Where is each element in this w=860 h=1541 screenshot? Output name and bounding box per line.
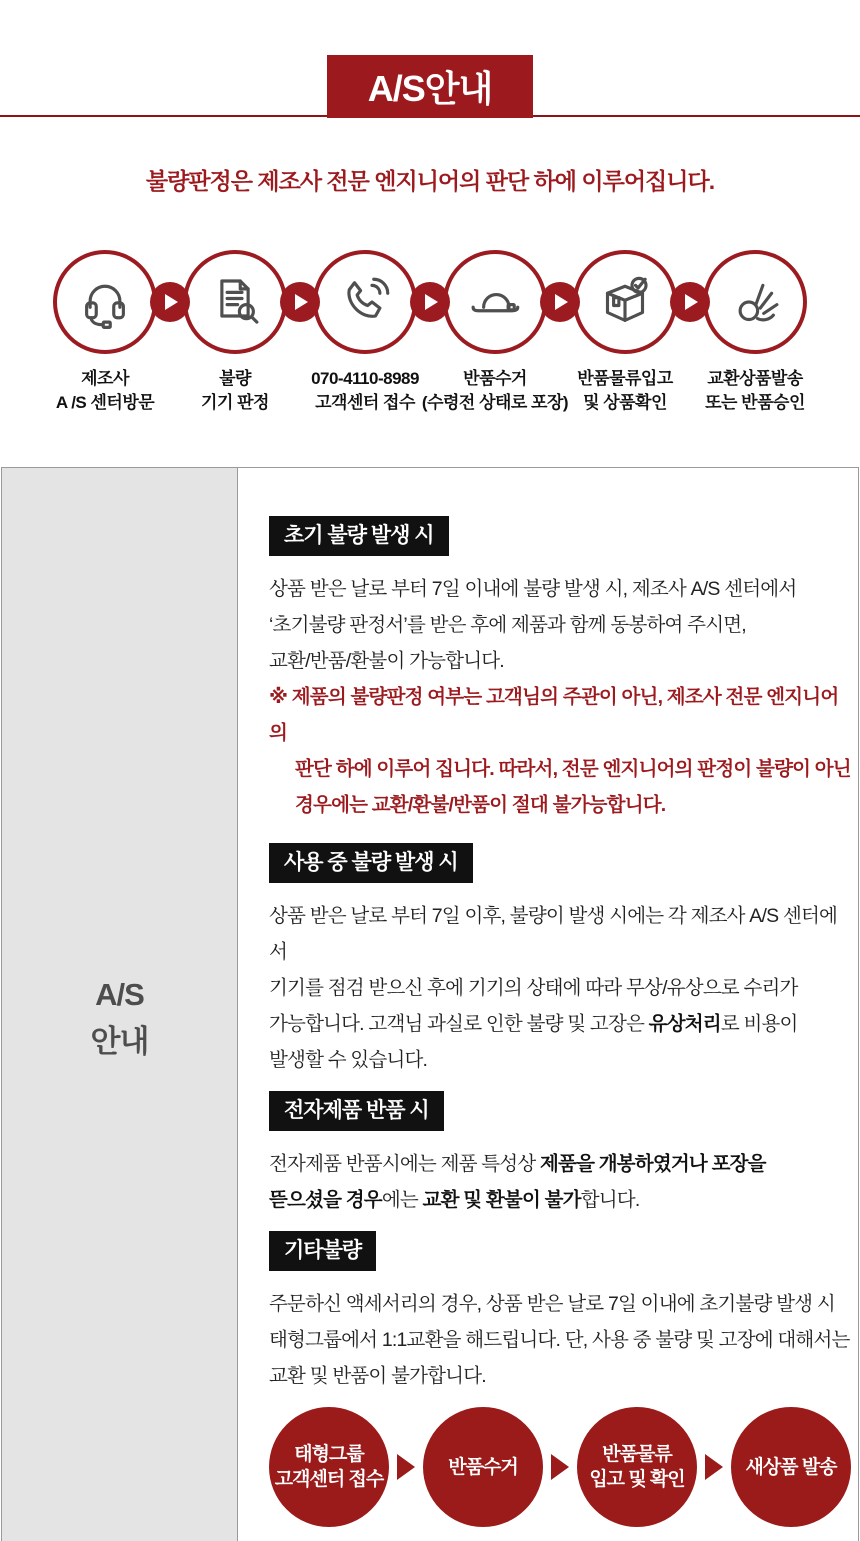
section-body: 상품 받은 날로 부터 7일 이내에 불량 발생 시, 제조사 A/S 센터에서 ‘초기불량 판정서’를 받은 후에 제품과 함께 동봉하여 주시면, 교환/반품/환불이 가능합니다.	[269, 578, 797, 672]
step-circle	[443, 250, 547, 354]
section-heading: 초기 불량 발생 시	[269, 516, 449, 556]
step-label: 반품수거 (수령전 상태로 포장)	[421, 369, 569, 412]
step-circle	[313, 250, 417, 354]
section-heading: 전자제품 반품 시	[269, 1091, 444, 1131]
step-label: 반품물류입고 및 상품확인	[577, 369, 673, 412]
section-body: 주문하신 액세서리의 경우, 상품 받은 날로 7일 이내에 초기불량 발생 시 태형그룹에서 1:1교환을 해드립니다. 단, 사용 중 불량 및 고장에 대해서는 교환 및 반품이 불가합니다.	[269, 1293, 850, 1387]
step-label: 070-4110-8989 고객센터 접수	[311, 369, 419, 412]
ok-hand-icon	[727, 274, 783, 330]
process-step-call-center	[313, 250, 417, 415]
sidebar-as-label: A/S 안내	[2, 468, 238, 1541]
process-step-exchange-ship	[703, 250, 807, 415]
flow-step-new-item-ship: 새상품 발송	[731, 1407, 851, 1527]
process-step-return-pickup	[421, 250, 569, 415]
arrow-right-icon	[705, 1454, 723, 1480]
arrow-right-icon	[280, 282, 320, 322]
section-note: ※ 제품의 불량판정 여부는 고객님의 주관이 아닌, 제조사 전문 엔지니어의 판단 하에 이루어 집니다. 따라서, 전문 엔지니어의 판정이 불량이 아닌 경우에는 교환/환불/반품이 절대 불가능합니다.	[269, 686, 851, 816]
as-process-flow	[0, 250, 860, 415]
flow-step-return-pickup: 반품수거	[423, 1407, 543, 1527]
section-heading: 기타불량	[269, 1231, 376, 1271]
step-circle	[53, 250, 157, 354]
document-search-icon	[207, 274, 263, 330]
headset-icon	[77, 274, 133, 330]
section-initial-defect	[269, 516, 851, 823]
arrow-right-icon	[670, 282, 710, 322]
as-info-box	[1, 467, 859, 1541]
section-other-defects	[269, 1231, 851, 1394]
section-heading: 사용 중 불량 발생 시	[269, 843, 473, 883]
step-circle	[703, 250, 807, 354]
delivery-cap-icon	[467, 274, 523, 330]
step-label: 불량 기기 판정	[201, 369, 269, 412]
step-circle	[183, 250, 287, 354]
section-body: 전자제품 반품시에는 제품 특성상 제품을 개봉하였거나 포장을 뜯으셨을 경우에는 교환 및 환불이 불가합니다.	[269, 1153, 766, 1211]
process-step-defect-judgement	[183, 250, 287, 415]
arrow-right-icon	[150, 282, 190, 322]
flow-step-customer-center: 태형그룹 고객센터 접수	[269, 1407, 389, 1527]
page-subtitle: 불량판정은 제조사 전문 엔지니어의 판단 하에 이루어집니다.	[145, 168, 715, 194]
section-electronics-return	[269, 1091, 851, 1218]
section-defect-in-use	[269, 843, 851, 1078]
arrow-right-icon	[551, 1454, 569, 1480]
step-label: 교환상품발송 또는 반품승인	[705, 369, 805, 412]
flow-step-warehouse-check: 반품물류 입고 및 확인	[577, 1407, 697, 1527]
section-body: 상품 받은 날로 부터 7일 이후, 불량이 발생 시에는 각 제조사 A/S 센터에서 기기를 점검 받으신 후에 기기의 상태에 따라 무상/유상으로 수리가 가능합니다. 고객님 과실로 인한 불량 및 고장은 유상처리로 비용이 발생할 수 있습니다.	[269, 905, 838, 1071]
process-step-warehouse-check	[573, 250, 677, 415]
process-step-visit-center	[53, 250, 157, 415]
as-info-content	[238, 468, 860, 1541]
arrow-right-icon	[410, 282, 450, 322]
page-title: A/S안내	[327, 55, 533, 118]
step-circle	[573, 250, 677, 354]
return-process-flow	[269, 1407, 851, 1527]
box-check-icon	[597, 274, 653, 330]
arrow-right-icon	[397, 1454, 415, 1480]
phone-icon	[337, 274, 393, 330]
step-label: 제조사 A /S 센터방문	[55, 369, 155, 412]
title-band	[0, 0, 860, 118]
arrow-right-icon	[540, 282, 580, 322]
